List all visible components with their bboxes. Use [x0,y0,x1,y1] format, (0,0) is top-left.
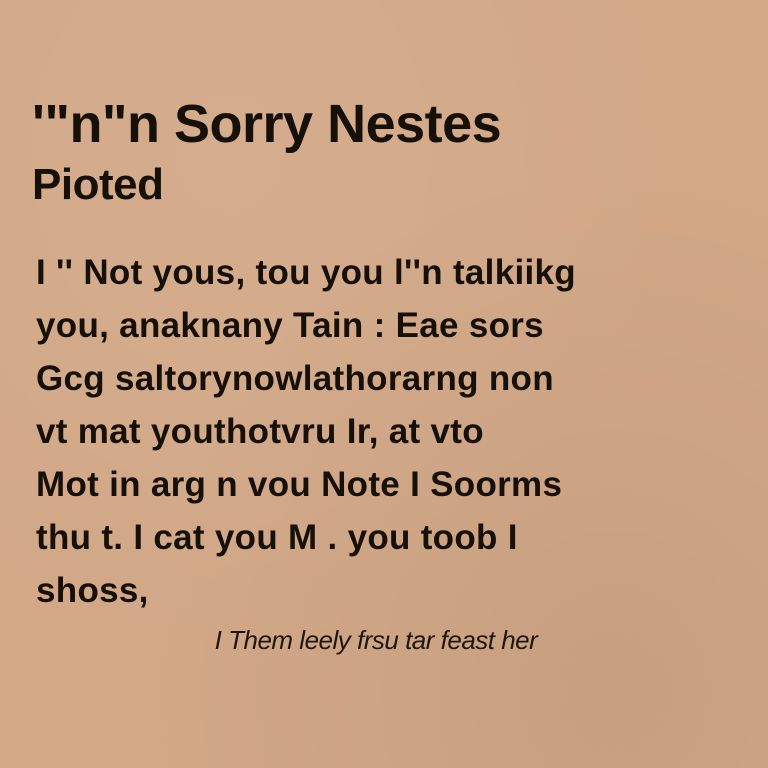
signature-text: I Them leely frsu tar feast her [214,625,538,655]
body-line: I '' Not yous, tou you l''n talkiikg [36,253,576,292]
body-line: thu t. I cat you M . you toob I [36,518,518,557]
note-signature [0,620,768,660]
heading-line-2: Pioted [32,160,164,209]
body-line: Mot in arg n vou Note I Soorms [36,465,563,504]
body-line: Gcg saltorynowlathorarng non [36,359,554,398]
body-line: you, anaknany Tain : Eae sors [36,306,544,345]
note-body [36,246,736,617]
note-heading [32,92,501,214]
body-line: vt mat youthotvru Ir, at vto [36,412,484,451]
heading-line-1: '"n"n Sorry Nestes [32,94,502,154]
body-line: shoss, [36,571,149,610]
